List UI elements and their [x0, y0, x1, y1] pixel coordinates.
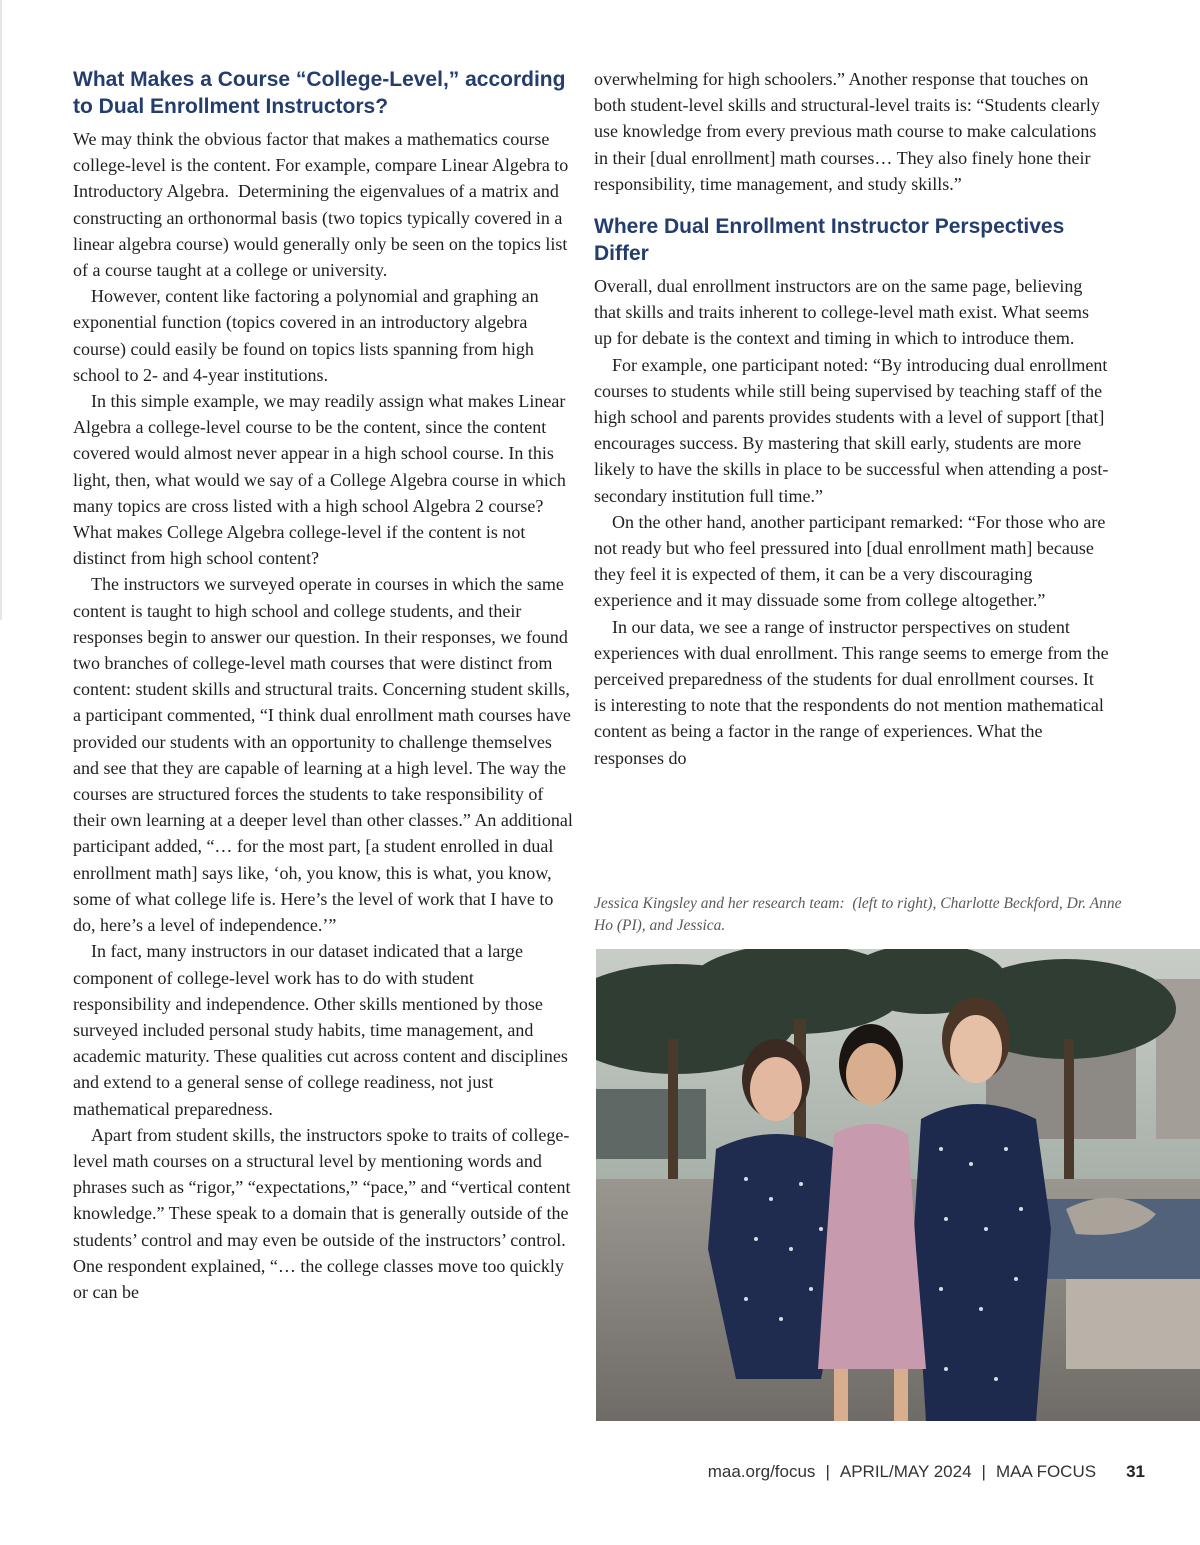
photo-caption: Jessica Kingsley and her research team: (left to right), Charlotte Beckford, Dr. Anne Ho (PI), and Jessica. [594, 895, 1122, 934]
body-paragraph: On the other hand, another participant remarked: “For those who are not ready but who feel pressured into [dual enrollment math] because they feel it is expected of them, it can be a very discouraging experience and it may dissuade some from college altogether.” [594, 511, 1106, 611]
left-column [73, 66, 573, 1305]
body-paragraph: Apart from student skills, the instructors spoke to traits of college-level math courses on a structural level by mentioning words and phrases such as “rigor,” “expectations,” “pace,” and “vertical content knowledge.” These speak to a domain that is generally outside of the students’ control and may even be outside of the instructors’ control. One respondent explained, “… the college classes move too quickly or can be [73, 1124, 571, 1302]
footer-separator: | [825, 1462, 830, 1481]
page-number: 31 [1126, 1462, 1145, 1481]
footer-issue: APRIL/MAY 2024 [839, 1462, 972, 1481]
body-paragraph: We may think the obvious factor that makes a mathematics course college-level is the content. For example, compare Linear Algebra to Introductory Algebra. Determining the eigenvalues of a matrix and constructing an orthonormal basis (two topics typically covered in a linear algebra course) would generally only be seen on the topics list of a course taught at a college or university. [73, 129, 569, 281]
section-heading-perspectives-differ: Where Dual Enrollment Instructor Perspectives Differ [594, 215, 1065, 266]
footer-url: maa.org/focus [707, 1462, 816, 1481]
body-paragraph: However, content like factoring a polynomial and graphing an exponential function (topics covered in an introductory algebra course) could easily be found on topics lists spanning from high school to 2- and 4-year institutions. [73, 286, 539, 385]
right-column [594, 66, 1110, 771]
page-footer [708, 1462, 1145, 1482]
body-paragraph: For example, one participant noted: “By introducing dual enrollment courses to students while still being supervised by teaching staff of the high school and parents provides students with a level of support [that] encourages success. By mastering that skill early, students are more likely to have the skills in place to be successful when attending a post-secondary institution full time.” [594, 354, 1109, 506]
body-paragraph: In this simple example, we may readily assign what makes Linear Algebra a college-level course to be the content, since the content covered would almost never appear in a high school course. In this light, then, what would we say of a College Algebra course in which many topics are cross listed with a high school Algebra 2 course? What makes College Algebra college-level if the content is not distinct from high school content? [73, 391, 566, 569]
footer-magazine: MAA FOCUS [995, 1462, 1097, 1481]
body-paragraph-continued: overwhelming for high schoolers.” Another response that touches on both student-level skills and structural-level traits is: “Students clearly use knowledge from every previous math course to make calculations in their [dual enrollment] math courses… They also finely hone their responsibility, time management, and study skills.” [594, 69, 1100, 194]
footer-separator: | [981, 1462, 986, 1481]
section-heading-college-level: What Makes a Course “College-Level,” according to Dual Enrollment Instructors? [73, 68, 566, 118]
team-photo-illustration [596, 949, 1200, 1421]
body-paragraph: In our data, we see a range of instructor perspectives on student experiences with dual enrollment. This range seems to emerge from the perceived preparedness of the students for dual enrollment courses. It is interesting to note that the respondents do not mention mathematical content as being a factor in the range of experiences. What the responses do [594, 616, 1109, 768]
body-paragraph: Overall, dual enrollment instructors are on the same page, believing that skills and traits inherent to college-level math exist. What seems up for debate is the context and timing in which to introduce them. [594, 276, 1090, 349]
body-paragraph: The instructors we surveyed operate in courses in which the same content is taught to high school and college students, and their responses begin to answer our question. In their responses, we found two branches of college-level math courses that were distinct from content: student skills and structural traits. Concerning student skills, a participant commented, “I think dual enrollment math courses have provided our students with an opportunity to challenge themselves and see that they are capable of learning at a high level. The way the courses are structured forces the students to take responsibility of their own learning at a deeper level than other classes.” An additional participant added, “… for the most part, [a student enrolled in dual enrollment math] says like, ‘oh, you know, this is what, you know, some of what college life is. Here’s the level of work that I have to do, here’s a level of independence.’” [73, 574, 573, 936]
team-photo [596, 949, 1200, 1421]
page-edge-shadow [0, 0, 2, 620]
body-paragraph: In fact, many instructors in our dataset indicated that a large component of college-level work has to do with student responsibility and independence. Other skills mentioned by those surveyed included personal study habits, time management, and academic maturity. These qualities cut across content and disciplines and extend to a general sense of college readiness, not just mathematical preparedness. [73, 941, 568, 1119]
